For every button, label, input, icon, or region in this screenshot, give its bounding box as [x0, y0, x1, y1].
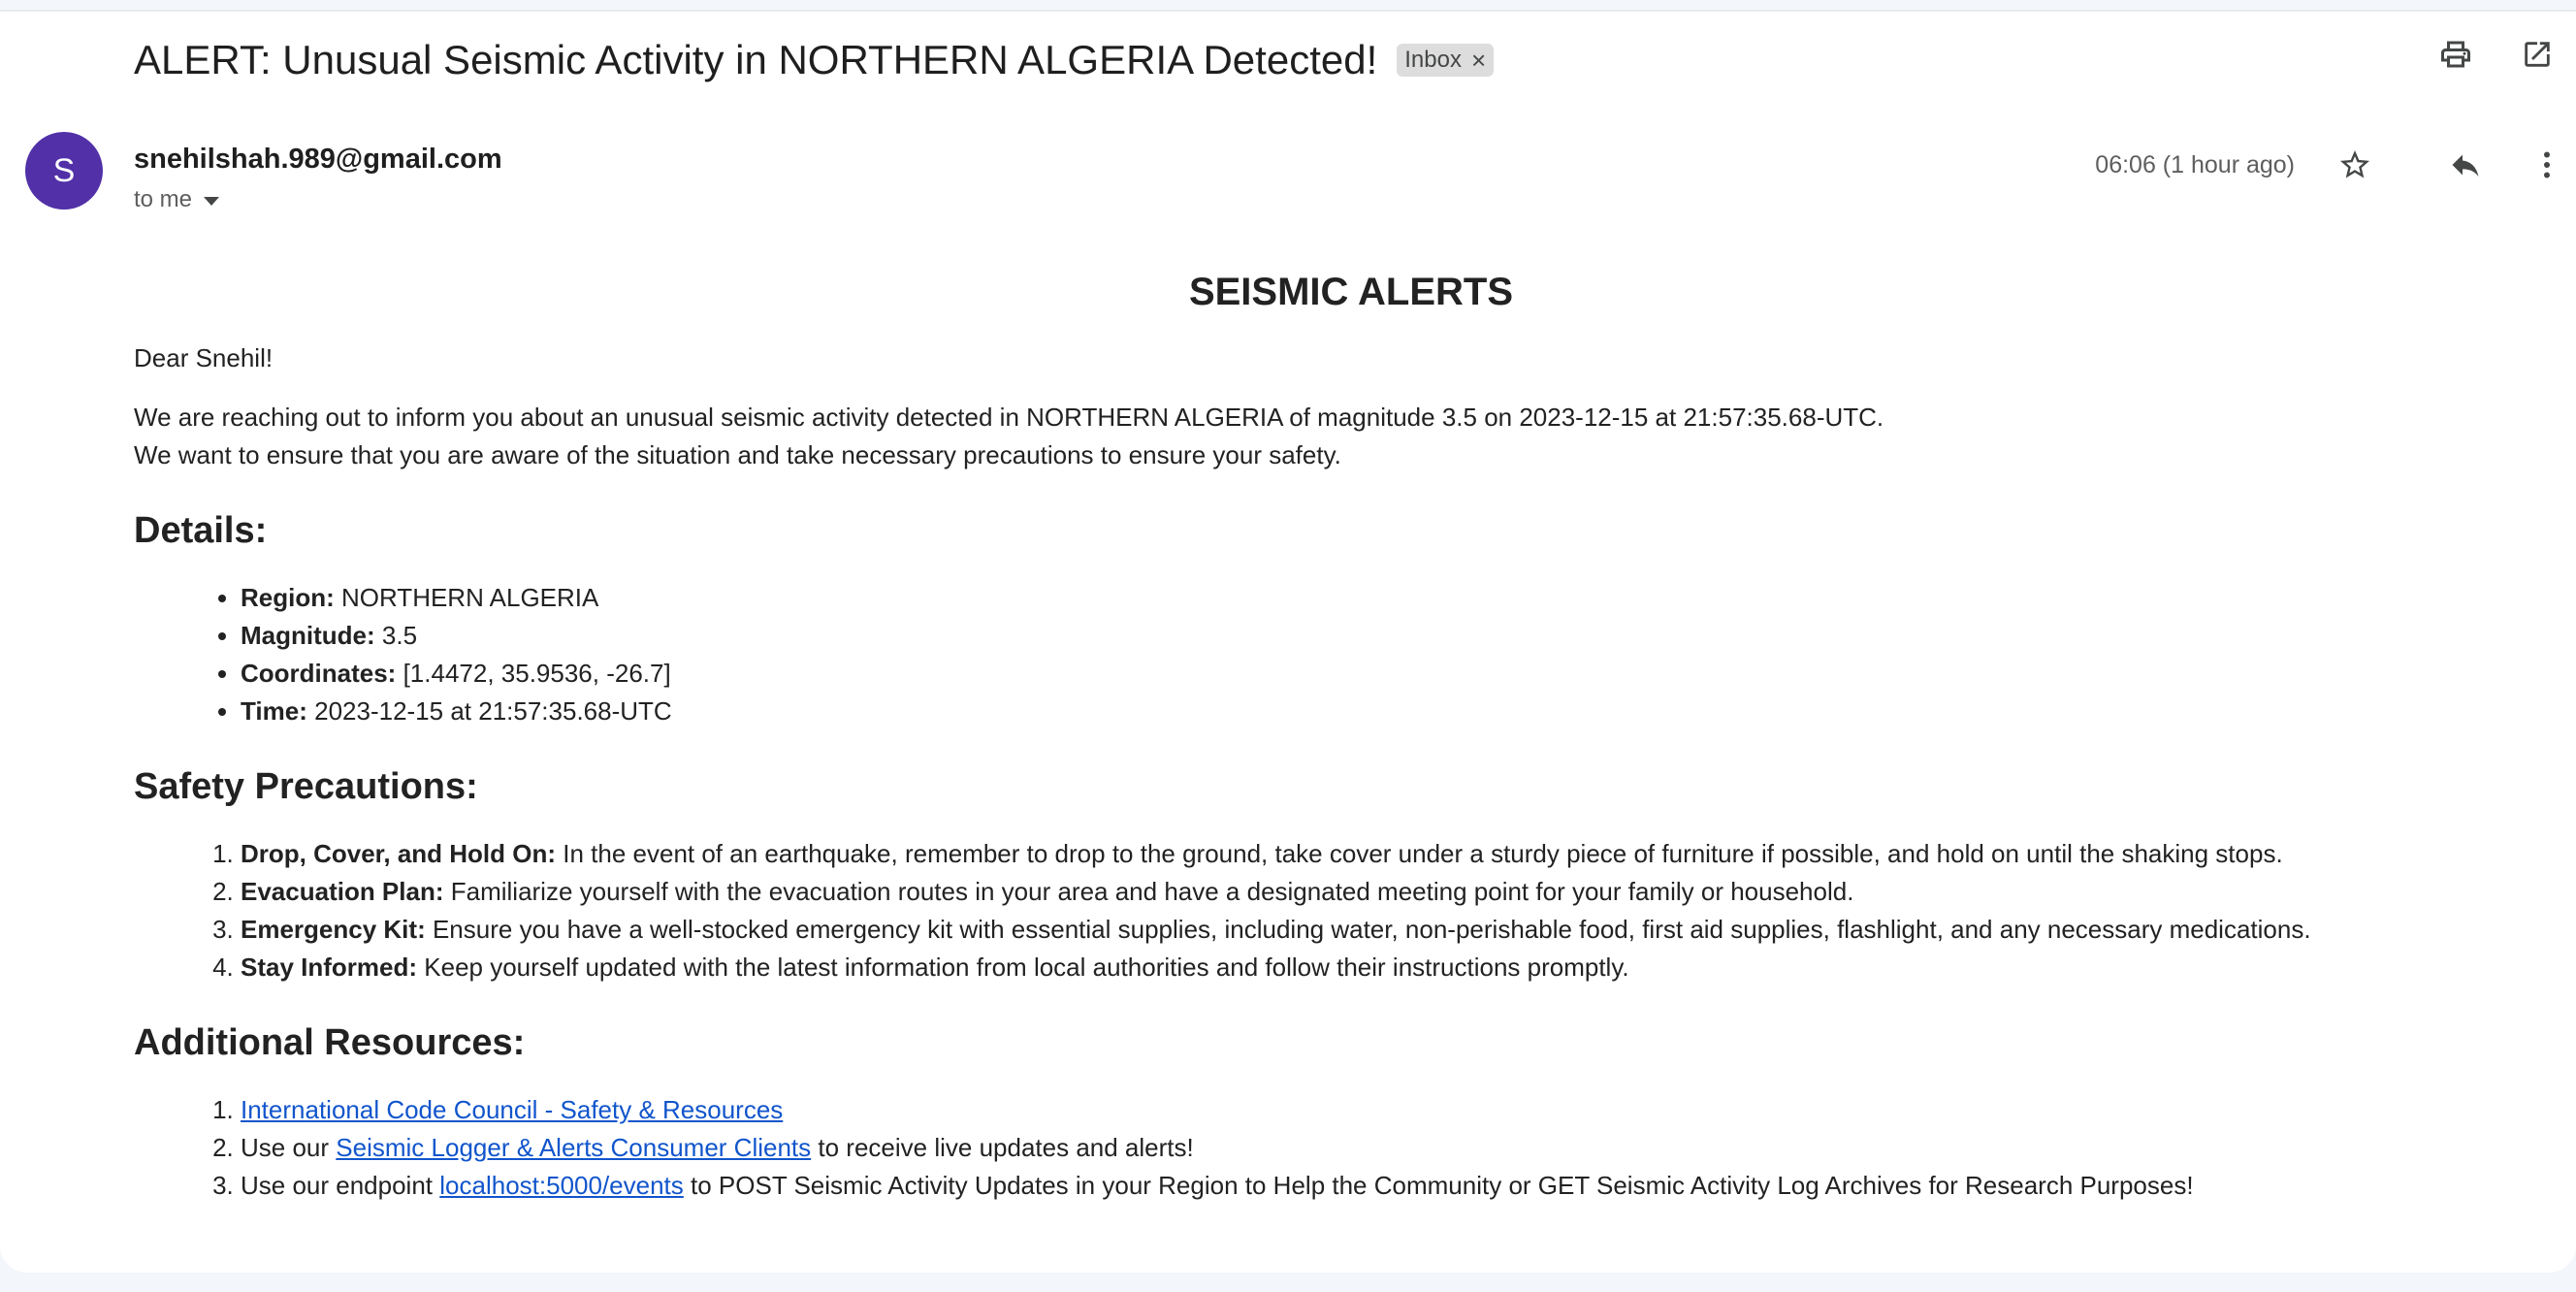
icc-safety-link[interactable]: International Code Council - Safety & Resources [241, 1095, 784, 1124]
safety-text: In the event of an earthquake, remember to drop to the ground, take cover under a sturdy piece of furniture if possible, and hold on until the shaking stops. [563, 839, 2283, 868]
resources-heading: Additional Resources: [134, 1022, 526, 1063]
recipient-toggle[interactable] [134, 186, 219, 213]
open-in-new-icon [2521, 38, 2554, 71]
sender-avatar[interactable]: S [25, 132, 103, 210]
detail-label: Magnitude: [241, 621, 375, 650]
resource-text: to POST Seismic Activity Updates in your Region to Help the Community or GET Seismic Activity Log Archives for Research Purposes! [691, 1171, 2194, 1200]
safety-label: Emergency Kit: [241, 915, 426, 944]
email-view [0, 10, 2576, 1273]
safety-heading: Safety Precautions: [134, 766, 478, 807]
resource-text: to receive live updates and alerts! [818, 1133, 1194, 1162]
safety-text: Keep yourself updated with the latest information from local authorities and follow their instructions promptly. [424, 953, 1629, 982]
safety-label: Evacuation Plan: [241, 877, 444, 906]
top-actions [2432, 31, 2560, 78]
more-options-button[interactable] [2520, 138, 2574, 192]
safety-item [241, 835, 2500, 873]
detail-value: 3.5 [381, 621, 418, 650]
detail-magnitude [241, 617, 2500, 655]
detail-region [241, 579, 2500, 617]
print-icon [2438, 37, 2473, 72]
intro-paragraph [134, 399, 2500, 474]
email-body [134, 260, 2500, 1205]
open-new-window-button[interactable] [2514, 31, 2560, 78]
detail-value: NORTHERN ALGERIA [341, 583, 599, 612]
intro-line-2: We want to ensure that you are aware of the situation and take necessary precautions to ensure your safety. [134, 440, 1341, 469]
email-subject: ALERT: Unusual Seismic Activity in NORTHERN ALGERIA Detected! [134, 37, 1378, 82]
safety-text: Familiarize yourself with the evacuation routes in your area and have a designated meeting point for your family or household. [450, 877, 1854, 906]
star-button[interactable] [2328, 138, 2382, 192]
safety-item [241, 911, 2500, 949]
subject-row [134, 25, 1494, 95]
safety-item [241, 949, 2500, 986]
detail-time [241, 693, 2500, 730]
timestamp: 06:06 (1 hour ago) [2095, 150, 2295, 178]
greeting: Dear Snehil! [134, 343, 274, 372]
detail-label: Coordinates: [241, 659, 397, 688]
safety-label: Drop, Cover, and Hold On: [241, 839, 557, 868]
safety-text: Ensure you have a well-stocked emergency kit with essential supplies, including water, non-perishable food, first aid supplies, flashlight, and any necessary medications. [432, 915, 2311, 944]
resource-text: Use our [241, 1133, 330, 1162]
detail-label: Time: [241, 696, 307, 726]
chevron-down-icon[interactable] [204, 197, 219, 206]
resource-item [241, 1129, 2500, 1167]
remove-label-icon[interactable]: × [1470, 46, 1487, 75]
print-button[interactable] [2432, 31, 2479, 78]
consumer-clients-link[interactable]: Seismic Logger & Alerts Consumer Clients [336, 1133, 812, 1162]
detail-label: Region: [241, 583, 335, 612]
message-meta [2095, 138, 2576, 192]
resources-list [134, 1091, 2500, 1205]
more-vert-icon [2529, 147, 2564, 182]
sender-email[interactable]: snehilshah.989@gmail.com [134, 144, 502, 175]
resource-item [241, 1167, 2500, 1205]
banner-title: SEISMIC ALERTS [1188, 271, 1514, 313]
inbox-label-text: Inbox [1404, 47, 1462, 73]
star-icon [2337, 147, 2372, 182]
reply-icon [2448, 147, 2483, 182]
reply-button[interactable] [2438, 138, 2493, 192]
detail-value: 2023-12-15 at 21:57:35.68-UTC [314, 696, 672, 726]
detail-value: [1.4472, 35.9536, -26.7] [402, 659, 671, 688]
safety-list [134, 835, 2500, 986]
resource-text: Use our endpoint [241, 1171, 434, 1200]
resource-item [241, 1091, 2500, 1129]
recipient-text: to me [134, 186, 193, 212]
safety-item [241, 873, 2500, 911]
details-heading: Details: [134, 510, 268, 551]
intro-line-1: We are reaching out to inform you about an unusual seismic activity detected in NORTHERN ALGERIA of magnitude 3.5 on 2023-12-15 at 21:57:35.68-UTC. [134, 403, 1884, 432]
safety-label: Stay Informed: [241, 953, 418, 982]
events-endpoint-link[interactable]: localhost:5000/events [439, 1171, 684, 1200]
inbox-label-chip[interactable] [1397, 44, 1494, 77]
details-list [134, 579, 2500, 730]
detail-coordinates [241, 655, 2500, 693]
